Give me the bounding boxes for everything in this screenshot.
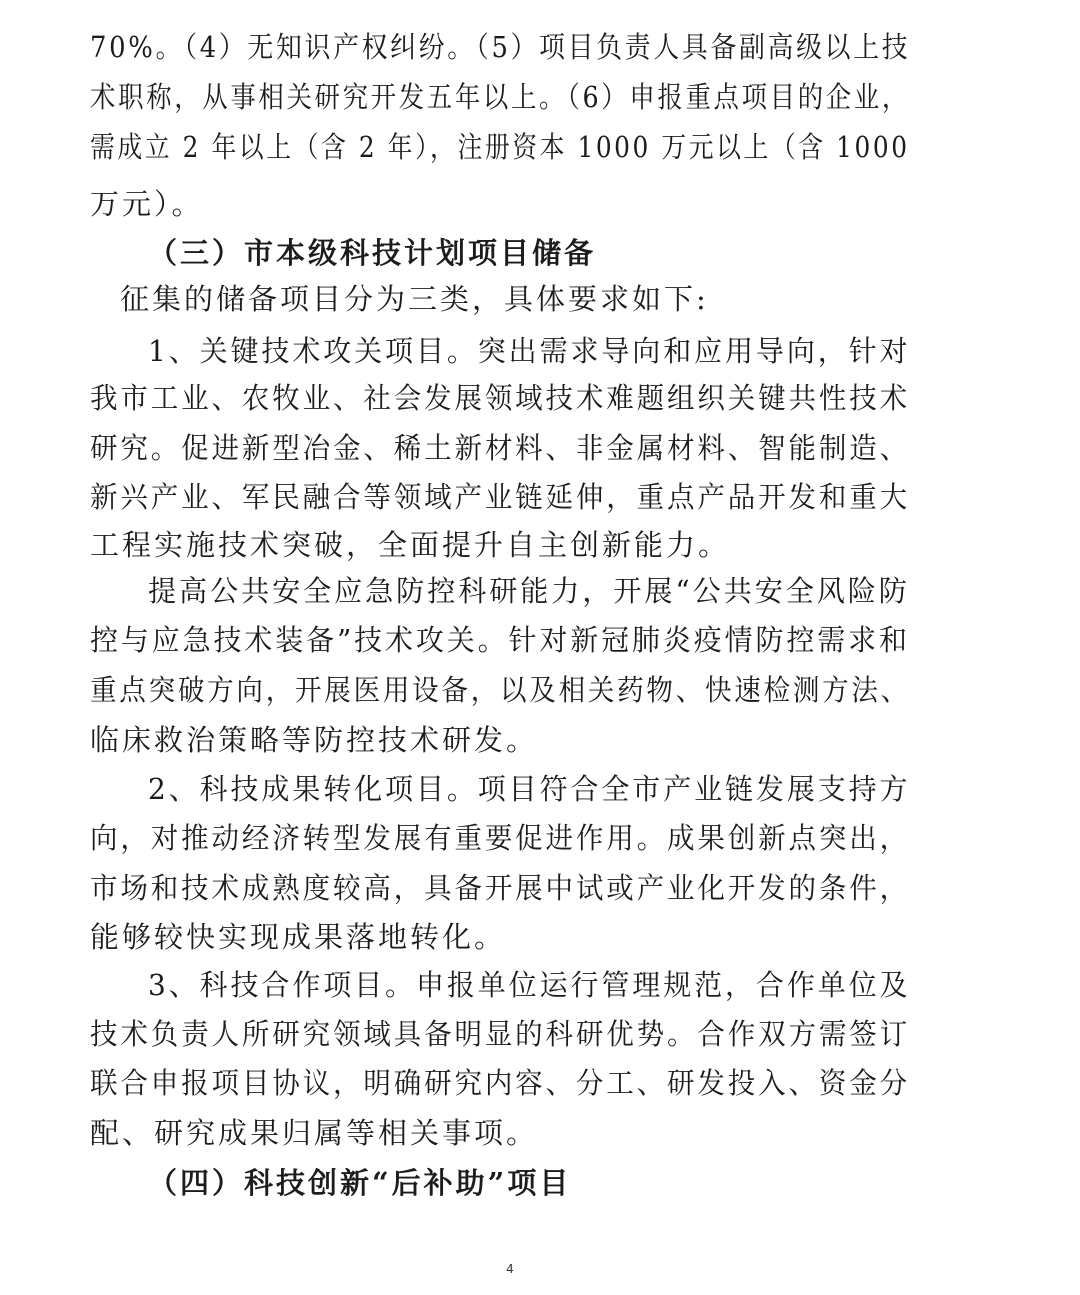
section-heading-4: （四）科技创新“后补助”项目 <box>148 1166 572 1200</box>
text-line: 3、科技合作项目。申报单位运行管理规范，合作单位及 <box>148 968 911 1002</box>
text-line: 70%。（4）无知识产权纠纷。（5）项目负责人具备副高级以上技 <box>90 30 911 64</box>
text-line: 临床救治策略等防控技术研发。 <box>90 723 539 757</box>
text-line: 2、科技成果转化项目。项目符合全市产业链发展支持方 <box>148 772 911 806</box>
text-line: 术职称，从事相关研究开发五年以上。（6）申报重点项目的企业， <box>90 80 910 114</box>
text-line: 向，对推动经济转型发展有重要促进作用。成果创新点突出， <box>90 821 911 855</box>
text-line: 提高公共安全应急防控科研能力，开展“公共安全风险防 <box>148 574 910 608</box>
text-line: 我市工业、农牧业、社会发展领域技术难题组织关键共性技术 <box>90 381 911 415</box>
text-line: 配、研究成果归属等相关事项。 <box>90 1116 539 1150</box>
text-line: 技术负责人所研究领域具备明显的科研优势。合作双方需签订 <box>90 1017 911 1051</box>
text-line: 工程实施技术突破，全面提升自主创新能力。 <box>90 528 731 562</box>
page-number: 4 <box>506 1262 514 1276</box>
text-line: 联合申报项目协议，明确研究内容、分工、研发投入、资金分 <box>90 1066 911 1100</box>
text-line: 万元）。 <box>90 187 204 221</box>
text-line: 市场和技术成熟度较高，具备开展中试或产业化开发的条件， <box>90 871 911 905</box>
text-line: 征集的储备项目分为三类，具体要求如下: <box>120 282 709 316</box>
text-line: 控与应急技术装备”技术攻关。针对新冠肺炎疫情防控需求和 <box>90 623 910 657</box>
text-line: 重点突破方向，开展医用设备，以及相关药物、快速检测方法、 <box>90 673 911 707</box>
text-line: 新兴产业、军民融合等领域产业链延伸，重点产品开发和重大 <box>90 480 911 514</box>
text-line: 研究。促进新型冶金、稀土新材料、非金属材料、智能制造、 <box>90 431 911 465</box>
text-line: 需成立 2 年以上（含 2 年），注册资本 1000 万元以上（含 1000 <box>90 130 910 164</box>
text-line: 1、关键技术攻关项目。突出需求导向和应用导向，针对 <box>148 334 911 368</box>
section-heading-3: （三）市本级科技计划项目储备 <box>148 236 597 270</box>
text-line: 能够较快实现成果落地转化。 <box>90 920 507 954</box>
